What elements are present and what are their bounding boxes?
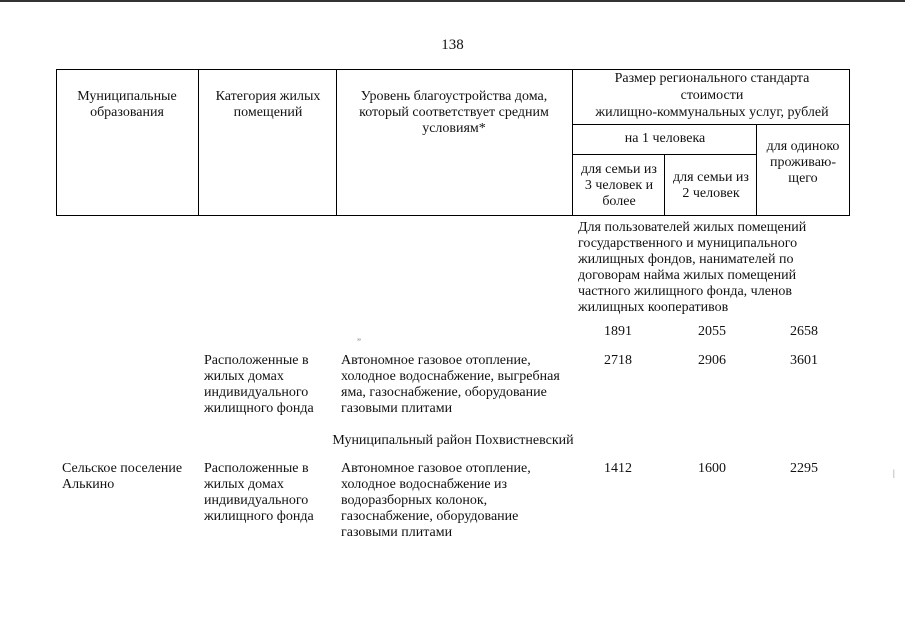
header-standard-line3: жилищно-коммунальных услуг, рублей (595, 105, 829, 120)
header-bottom-border (56, 215, 850, 216)
individual-amenity: Автономное газовое отопление, холодное водоснабжение, выгребная яма, газоснабжение, оборудование газовыми плитами (341, 353, 560, 416)
header-family3: для семьи из 3 человек и более (581, 162, 657, 209)
header-per-person: на 1 человека (624, 131, 706, 146)
page-number: 138 (441, 37, 464, 53)
col-border-2 (336, 69, 337, 216)
header-standard-line1: Размер регионального стандарта (614, 71, 810, 86)
individual-family2-value: 2906 (698, 353, 726, 368)
col-border-4 (664, 154, 665, 216)
col-border-3 (572, 69, 573, 216)
users-family2-value: 2055 (698, 324, 726, 339)
alkino-municipality: Сельское поселение Алькино (62, 461, 183, 492)
district-title: Муниципальный район Похвистневский (332, 433, 574, 448)
scan-speck: ” (357, 337, 361, 347)
alkino-amenity: Автономное газовое отопление, холодное водоснабжение из водоразборных колонок, газоснабжение, оборудование газовыми плитами (341, 461, 531, 540)
col-border-1 (198, 69, 199, 216)
users-single-value: 2658 (790, 324, 818, 339)
individual-family3-value: 2718 (604, 353, 632, 368)
col-border-left (56, 69, 57, 216)
individual-category: Расположенные в жилых домах индивидуального жилищного фонда (204, 353, 314, 416)
users-family3-value: 1891 (604, 324, 632, 339)
header-single: для одиноко проживаю-щего (766, 139, 840, 186)
scan-speck-right: | (893, 468, 895, 478)
alkino-family2-value: 1600 (698, 461, 726, 476)
alkino-family3-value: 1412 (604, 461, 632, 476)
top-scan-edge (0, 0, 905, 2)
alkino-category: Расположенные в жилых домах индивидуального жилищного фонда (204, 461, 314, 524)
header-category: Категория жилых помещений (215, 89, 321, 120)
individual-single-value: 3601 (790, 353, 818, 368)
col-border-5 (756, 124, 757, 216)
header-municipalities: Муниципальные образования (77, 89, 177, 120)
standard-subdivider (572, 124, 850, 125)
header-family2: для семьи из 2 человек (673, 170, 749, 201)
header-standard-line2: стоимости (680, 88, 744, 103)
header-top-border (56, 69, 850, 70)
alkino-single-value: 2295 (790, 461, 818, 476)
users-note: Для пользователей жилых помещений государственного и муниципального жилищных фондов, нанимателей по договорам найма жилых помещений частного жилищного фонда, членов жилищных кооперативов (578, 220, 807, 315)
header-amenity: Уровень благоустройства дома, который соответствует средним условиям* (359, 89, 549, 136)
